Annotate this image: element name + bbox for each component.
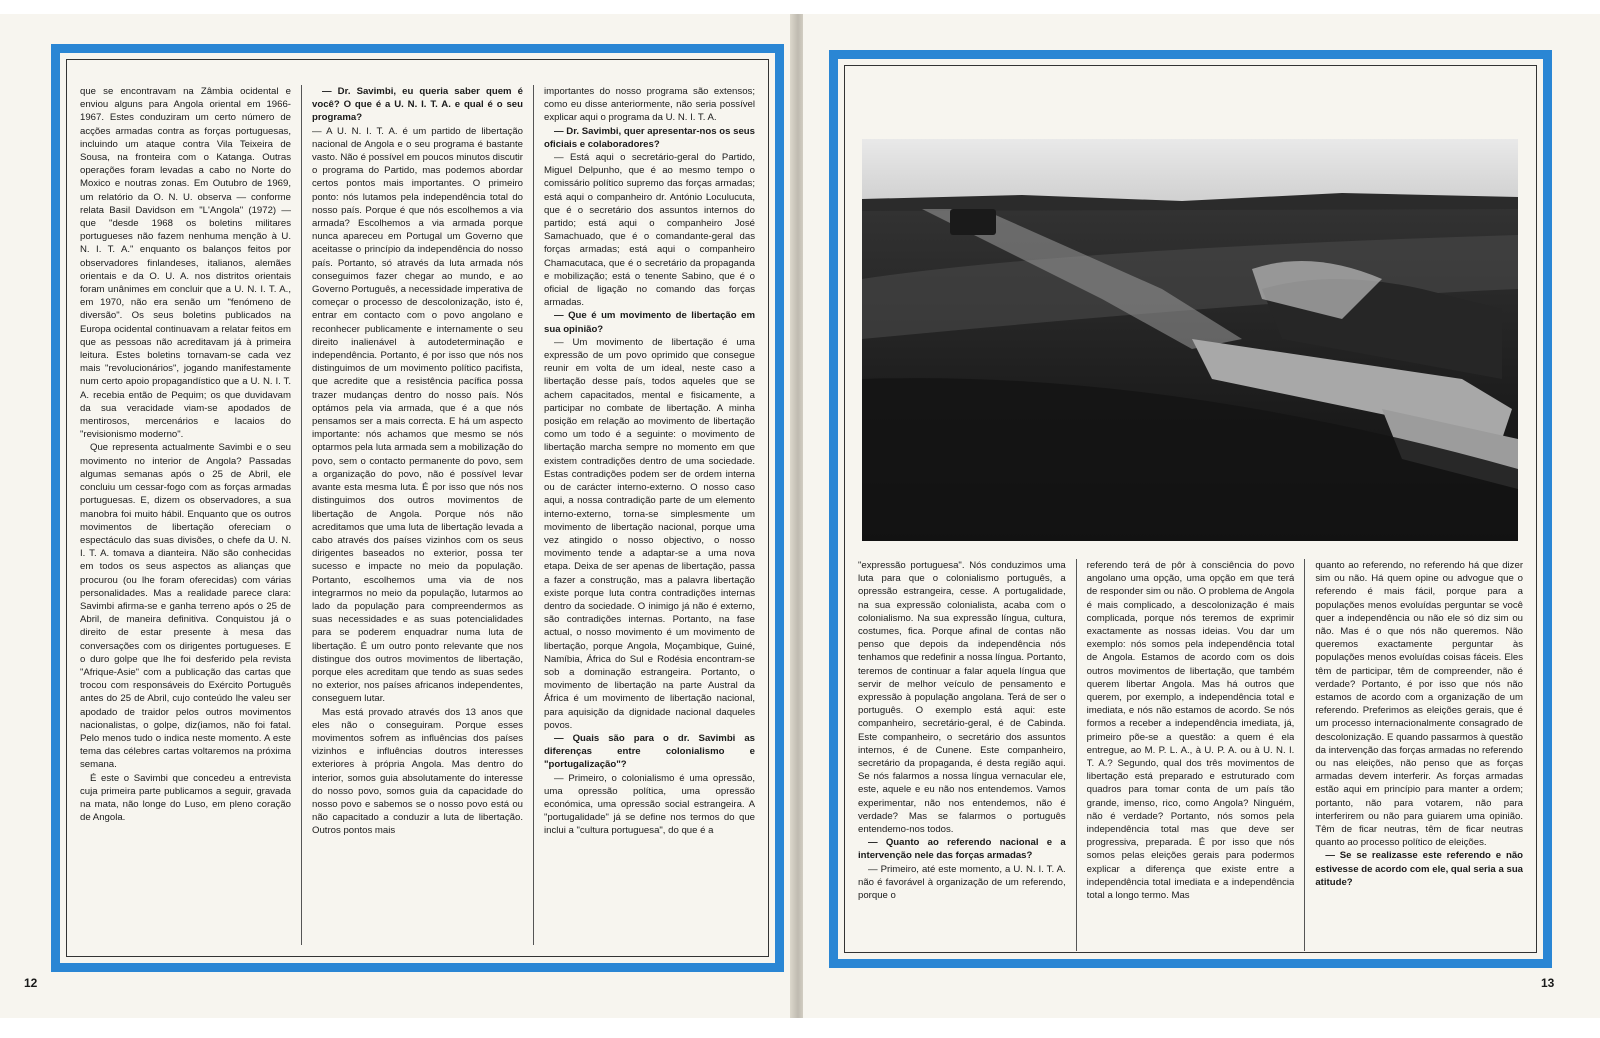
article-paragraph: — A U. N. I. T. A. é um partido de libertação nacional de Angola e o seu programa é bastante vasto. Não é possível em poucos minutos discutir o programa do Partido, mas podemos abordar certos pontos mais importantes. O primeiro ponto: nós lutamos pela independência total do nosso país. Porque é que nós escolhemos a via armada? Escolhemos a via armada porque nunca apareceu em Portugal um Governo que aceitasse o princípio da independência do nosso país. Portanto, só através da luta armada nós conseguimos fazer chegar ao mundo, e ao Governo Português, a necessidade imperativa de começar o processo de descolonização, isto é, entrar em contacto com o povo angolano e reconhecer publicamente e internamente o seu direito inalienável à autodeterminação e independência. Portanto, é por isso que nós nos distinguimos de um movimento político pacifista, que acredite que a resistência pacífica possa trazer mudanças dentro do nosso país. Nós optámos pela via armada, que é a que nós pensamos ser a mais correcta. E há um aspecto importante: nós achamos que mesmo se nós optarmos pela luta armada sem a mobilização do povo, sem o contacto permanente do povo, sem a organização do povo, não é possível levar avante esta mesma luta. É por isso que nós nos distinguimos dos outros movimentos de libertação de Angola. Porque nós não acreditamos que uma luta de libertação levada a cabo através dos países vizinhos com os seus dirigentes baseados no exterior, possa ter sucesso e impacte no meio da população. Portanto, escolhemos uma via de nos integrarmos no meio da população, lutarmos ao lado da população para compreendermos as suas necessidades e as suas potencialidades para se poderem enquadrar numa luta de libertação. É um outro ponto relevante que nos distingue dos outros movimentos de libertação, porque eles acreditam que tendo as suas sedes no exterior, nos países africanos independentes, conseguem lutar.	[312, 125, 523, 705]
landscape-photo-image	[862, 139, 1518, 541]
page-number-left: 12	[24, 976, 38, 990]
interview-question: — Que é um movimento de libertação em sua opinião?	[544, 310, 755, 335]
article-paragraph: que se encontravam na Zâmbia ocidental e enviou alguns para Angola oriental em 1966-1967. Estes conduziram um certo número de acções armadas contra as forças portuguesas, incluindo um ataque contra Vila Teixeira de Sousa, na fronteira com o Katanga. Outras operações foram levadas a cabo no Norte do Moxico e noutras zonas. Em Outubro de 1969, um relatório da O. N. U. observa — conforme relata Basil Davidson em "L'Angola" (1972) — que "desde 1968 os boletins militares portugueses não fazem nenhuma menção à U. N. I. T. A." enquanto os balanços feitos por observadores finlandeses, italianos, alemães orientais e da O. U. A. nos distritos orientais foram unânimes em concluir que a U. N. I. T. A., em 1970, não era senão um "fenómeno de diversão". Os seus boletins publicados na Europa ocidental continuavam a relatar feitos em que as pessoas não acreditavam já à primeira leitura. Estes boletins tornavam-se cada vez mais "revolucionários", jogando manifestamente num certo apoio propagandístico que a U. N. I. T. A. recebia então de Pequim; os que duvidavam da sua veracidade viam-se apodados de mentirosos, mercenários e lacaios do "revisionismo moderno".	[80, 86, 291, 441]
left-page-frame	[51, 44, 784, 972]
right-page	[803, 14, 1600, 1018]
interview-question: — Dr. Savimbi, quer apresentar-nos os seus oficiais e colaboradores?	[544, 125, 755, 150]
right-page-frame	[829, 50, 1552, 968]
interview-question: — Quanto ao referendo nacional e a intervenção nele das forças armadas?	[858, 837, 1066, 862]
article-paragraph: — Está aqui o secretário-geral do Partido, Miguel Delpunho, que é ao mesmo tempo o comissário político supremo das forças armadas; está aqui o companheiro dr. António Loculucuta, que é o secretário dos assuntos internos do partido; está aqui o companheiro José Samachuado, que é o comandante-geral das forças armadas; está aqui o companheiro Chamacutaca, que é o secretário da propaganda e mobilização; está o tenente Sabino, que é o oficial de ligação no comando das forças armadas.	[544, 152, 755, 309]
right-page-columns	[858, 559, 1523, 951]
column-divider	[1076, 559, 1077, 951]
article-paragraph: Que representa actualmente Savimbi e o seu movimento no interior de Angola? Passadas algumas semanas após o 25 de Abril, ele concluiu um cessar-fogo com as forças armadas portuguesas. E, dizem os observadores, a sua manobra foi muito hábil. Enquanto que os outros movimentos de libertação ofereciam o espectáculo das suas divisões, o chefe da U. N. I. T. A. tomava a dianteira. Não são conhecidas em todos os seus aspectos as alianças que procurou (ou lhe foram oferecidas) com várias personalidades. Mas a realidade parece clara: Savimbi afirma-se e ganha terreno após o 25 de Abril, de maneira definitiva. Conquistou já o direito de estar presente à mesa das conversações com os dirigentes portugueses. E o duro golpe que lhe foi desferido pela revista "Afrique-Asie" com a publicação das cartas que trocou com responsáveis do Exército Português antes do 25 de Abril, cujo conteúdo lhe valeu ser apodado de traidor pelos outros movimentos nacionalistas, o golpe, diz(iamos, não foi fatal. Pelo menos tudo o indica neste momento. A este tema das célebres cartas voltaremos na próxima semana.	[80, 442, 291, 771]
interview-question: — Dr. Savimbi, eu queria saber quem é você? O que é a U. N. I. T. A. e qual é o seu programa?	[312, 86, 523, 124]
article-paragraph: Mas está provado através dos 13 anos que eles não o conseguiram. Porque esses movimentos sofrem as influências dos países vizinhos e influências doutros interesses exteriores à própria Angola. Mas dentro do interior, somos guia absolutamente do interesse do nosso povo, somos guia da capacidade do nosso povo e sabemos se o nosso povo está ou não capacitado a conduzir a luta de libertação. Outros pontos mais	[312, 706, 523, 837]
article-paragraph: quanto ao referendo, no referendo há que dizer sim ou não. Há quem opine ou advogue que o referendo é mais fácil, porque para a populações menos evoluídas perguntar se você quer a independência ou não ele só diz sim ou não. Mas é o que nós não queremos. Não queremos exactamente perguntar às populações menos evoluídas coisas fáceis. Eles têm de participar, têm de compreender, não é verdade? Portanto, é por isso que nós não estamos de acordo com a organização de um referendo. Preferimos as eleições gerais, que é um processo internacionalmente consagrado de descolonização. E quando passarmos à questão da intervenção das forças armadas no referendo ou nas eleições, não penso que as forças armadas devem interferir. As forças armadas estão aqui em princípio para manter a ordem; portanto, não para votarem, não para interferirem ou não para guiarem uma opinião. Têm de ficar neutras, têm de ficar neutras quanto ao processo político de eleições.	[1315, 560, 1524, 849]
article-paragraph: importantes do nosso programa são extensos; como eu disse anteriormente, não seria possível explicar aqui o programa da U. N. I. T. A.	[544, 86, 755, 124]
column-divider	[1304, 559, 1305, 951]
interview-question: — Quais são para o dr. Savimbi as diferenças entre colonialismo e "portugalização"?	[544, 732, 755, 771]
left-column-3	[544, 85, 755, 945]
interview-question: — Se se realizasse este referendo e não estivesse de acordo com ele, qual seria a sua atitude?	[1315, 850, 1524, 888]
column-divider	[533, 85, 534, 945]
left-column-1	[80, 85, 291, 945]
article-paragraph: "expressão portuguesa". Nós conduzimos uma luta para que o colonialismo português, a opressão estrangeira, cesse. A portugalidade, na sua expressão colonialista, acaba com o colonialismo. Na sua expressão língua, cultura, costumes, fica. Porque afinal de contas não penso que depois da independência nós tenhamos que redefinir a nossa língua. Portanto, teremos de continuar a falar aquela língua que servir de melhor veículo de pensamento e expressão à população angolana. Terá de ser o português. O exemplo está aqui: este companheiro, secretário-geral, é de Cabinda. Este companheiro, o secretário dos assuntos internos, é de Cunene. Este companheiro, secretário da propaganda, é desta região aqui. Se nós falarmos a nossa língua vernacular ele, este, aquele e eu não nos entendemos. Vamos experimentar, não nos entendemos, não é verdade? Mas se falarmos o português entendemo-nos todos.	[858, 560, 1066, 836]
article-paragraph: — Primeiro, o colonialismo é uma opressão, uma opressão política, uma opressão económica, uma opressão social estrangeira. A "portugalidade" já se define nos termos do que inclui a "cultura portuguesa", do que é a	[544, 772, 755, 837]
article-paragraph: referendo terá de pôr à consciência do povo angolano uma opção, uma opção em que terá de responder sim ou não. O problema de Angola é mais complicado, a descolonização é mais complicada, porque nós teremos de exprimir exactamente as nossas ideias. Vou dar um exemplo: nós somos pela independência total de Angola. Estamos de acordo com os dois outros movimentos de libertação, que também querem libertar Angola. Mas há outros que querem, por exemplo, a independência total e imediata, e nós não estamos de acordo. Se nós formos a receber a independência imediata, já, primeiro põe-se a questão: a quem é ela entregue, ao M. P. L. A., à U. P. A. ou à U. N. I. T. A.? Segundo, qual dos três movimentos de libertação está preparado e estruturado com quadros para tomar conta de um país tão grande, imenso, rico, como Angola? Ninguém, não é verdade? Portanto, nós somos pela independência total mas que deve ser progressiva, preparada. É por isso que nós somos pelas eleições gerais para podermos explicar a diferença que existe entre a independência total imediata e a independência total a longo termo. Mas	[1086, 560, 1295, 902]
page-number-right: 13	[1541, 976, 1555, 990]
left-page	[0, 14, 793, 1018]
landscape-photo	[862, 139, 1518, 541]
left-page-columns	[80, 85, 755, 945]
right-column-3	[1315, 559, 1523, 951]
right-column-1	[858, 559, 1066, 951]
right-column-2	[1087, 559, 1295, 951]
article-paragraph: — Primeiro, até este momento, a U. N. I. T. A. não é favorável à organização de um referendo, porque o	[858, 863, 1066, 902]
article-paragraph: É este o Savimbi que concedeu a entrevista cuja primeira parte publicamos a seguir, gravada na mata, não longe do Luso, em pleno coração de Angola.	[80, 772, 291, 824]
column-divider	[301, 85, 302, 945]
article-paragraph: — Um movimento de libertação é uma expressão de um povo oprimido que consegue reunir em volta de um ideal, neste caso a libertação desse país, todos aqueles que se achem capacitados, mental e fisicamente, a participar no combate de libertação. A minha posição em relação ao movimento de libertação como um todo é a seguinte: o movimento de libertação marcha sempre no momento em que existem contradições dentro de uma sociedade. Estas contradições podem ser de ordem interna ou de carácter interno-externo. O nosso caso aqui, a nossa contradição parte de um elemento interno-externo, torna-se simplesmente um movimento de libertação nacional, porque uma vez atingido o nosso objectivo, o nosso movimento tende a adaptar-se a uma nova etapa. Deixa de ser apenas de libertação, passa a fazer a construção, mas a palavra libertação existe porque luta contra contradições internas dentro da sociedade. O inimigo já não é externo, são contradições internas. Portanto, na fase actual, o nosso movimento é um movimento de libertação, porque Angola, Moçambique, Guiné, Namíbia, África do Sul e Rodésia encontram-se sob a dominação estrangeira. Portanto, o movimento de libertação na parte Austral da África é um movimento de libertação nacional, para aquisição da dignidade nacional daqueles povos.	[544, 336, 755, 731]
left-column-2	[312, 85, 523, 945]
